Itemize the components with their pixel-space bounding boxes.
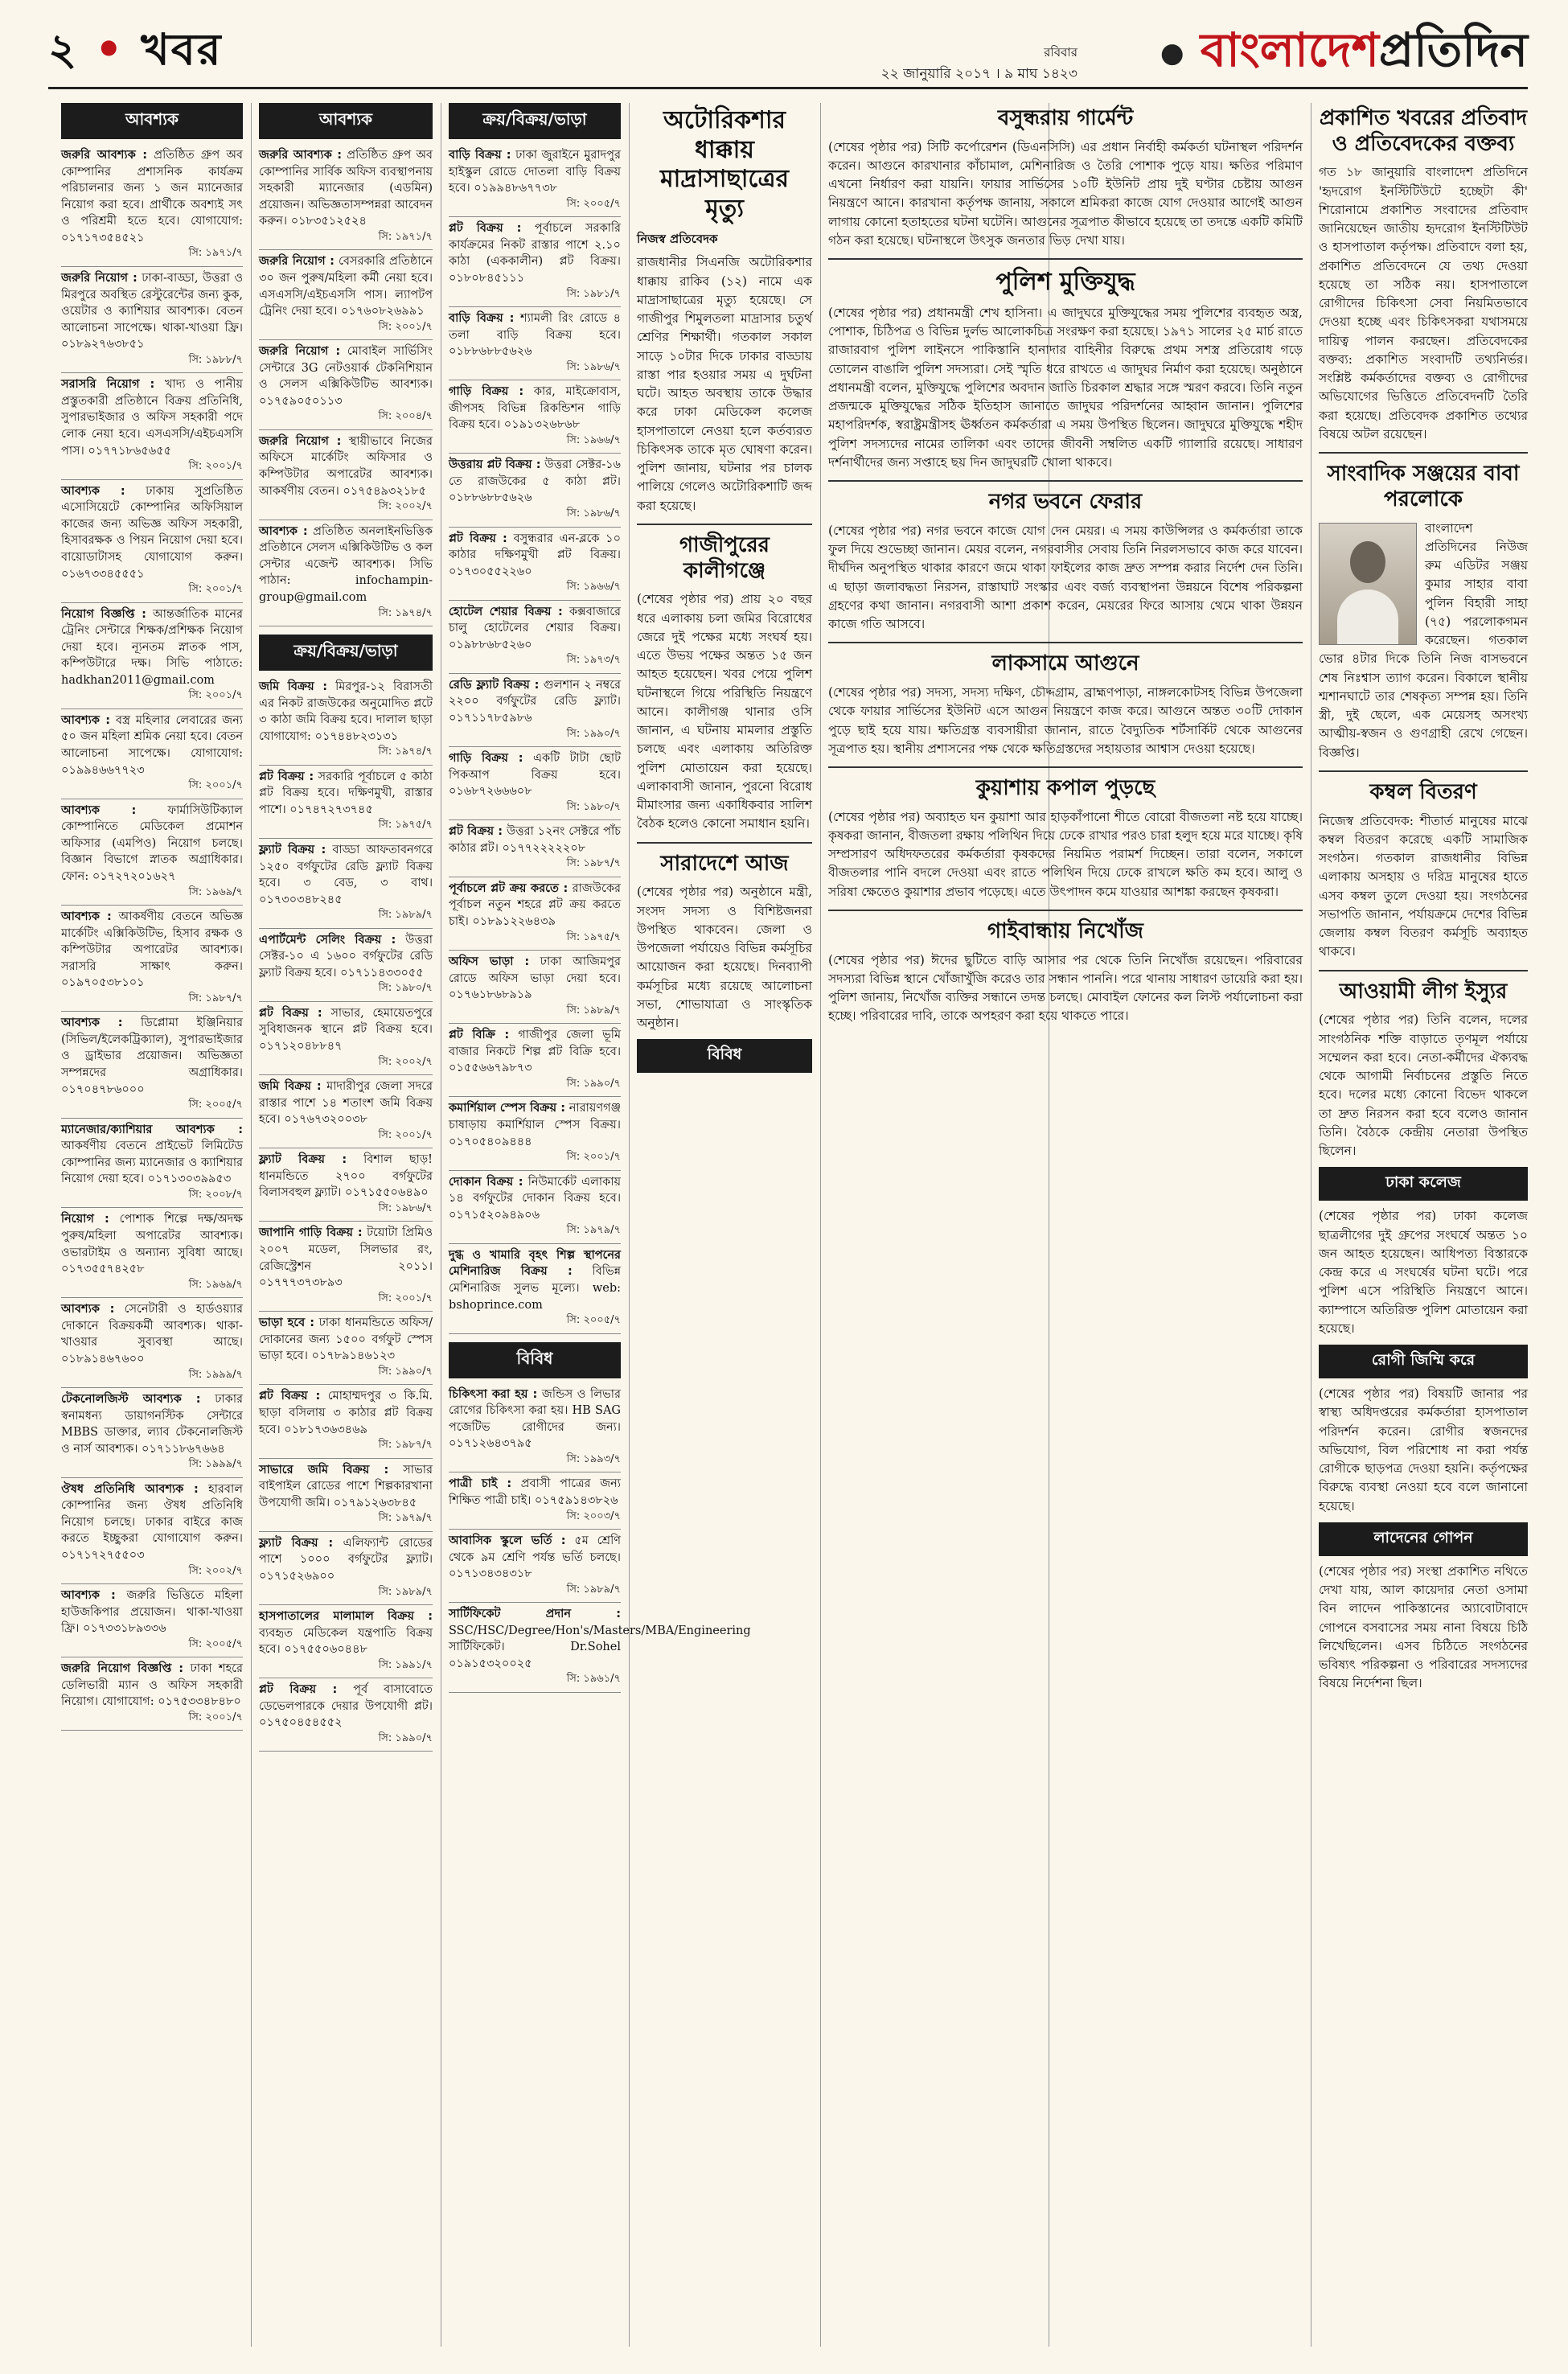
ad-text: গুলশান ২ নম্বরে ২২০০ বর্গফুটের রেডি ফ্ল্যাট। ০১৭১১৭৮৫৯৮৬	[449, 678, 621, 725]
ad-code: সি: ১৯৮৬/৭	[566, 360, 621, 373]
ad-code: সি: ১৯৮৭/৭	[378, 1439, 433, 1452]
ad-text: ঢাকা-বাড্ডা, উত্তরা ও মিরপুরে অবস্থিত রেস্টুরেন্টের জন্য কুক, ওয়েটার ও ক্যাশিয়ার আবশ্যক। বেতন আলোচনা সাপেক্ষে। থাকা-খাওয়া ফ্রি। ০১৮৯২৭৬৩৮৫১	[61, 271, 243, 351]
ad-text: উত্তরা সেক্টর-১০ এ ১৬০০ বর্গফুটের রেডি ফ্ল্যাট বিক্রয় হবে। ০১৭১১৪৩৩০৫৫	[259, 933, 433, 980]
ad-lead: প্লট বিক্রয় :	[259, 1390, 321, 1403]
classified-ad	[259, 1148, 433, 1222]
section-header: ক্রয়/বিক্রয়/ভাড়া	[259, 635, 433, 671]
ad-code: সি: ২০০১/৭	[378, 1128, 433, 1141]
ad-text: ঢাকার স্বনামধন্য ডায়াগনস্টিক সেন্টারে MBBS ডাক্তার, ল্যাব টেকনোলজিস্ট ও নার্স আবশ্যক। ০১৭১১৮৬৭৬৬৪	[61, 1392, 243, 1456]
article-headline: নগর ভবনে ফেরার	[988, 490, 1143, 515]
ad-code: সি: ১৯৭১/৭	[188, 247, 243, 260]
article-headline: আওয়ামী লীগ ইস্যুর	[1339, 979, 1508, 1004]
ad-text: ফার্মাসিউটিক্যাল কোম্পানিতে মেডিকেল প্রমোশন অফিসার (এমপিও) নিয়োগ চলছে। বিজ্ঞান বিভাগে স্নাতক অগ্রাধিকার। ফোন: ০১৭২৭২০১৬২৭	[61, 803, 243, 883]
classified-ad	[449, 951, 621, 1024]
classified-ad	[61, 1208, 243, 1298]
ad-code: সি: ১৯৯০/৭	[566, 1077, 621, 1090]
ad-text: গাজীপুর জেলা ভূমি বাজার নিকটে শিল্প প্লট বিক্রি হবে। ০১৫৫৬৬৭৯৮৭৩	[449, 1029, 622, 1075]
section-header: বিবিধ	[637, 1039, 812, 1073]
ad-lead: প্লট বিক্রয় :	[449, 825, 503, 839]
ad-code: সি: ১৯৬৯/৭	[188, 885, 243, 898]
classified-ad	[259, 430, 433, 520]
ad-code: সি: ১৯৮০/৭	[566, 800, 621, 813]
classified-ad	[449, 601, 621, 674]
ad-text: পূর্ব বাসাবোতে ডেভেলপারকে দেয়ার উপযোগী প্লট। ০১৭৫০৪৫৪৫৫২	[259, 1683, 433, 1730]
ad-lead: জমি বিক্রয় :	[259, 680, 327, 693]
classified-column-2	[259, 103, 433, 2355]
classified-ad	[449, 1171, 621, 1244]
classified-ad	[61, 1298, 243, 1388]
ad-lead: আবশ্যক :	[61, 1589, 116, 1603]
classified-ad	[449, 747, 621, 820]
article-headline: রোগী জিম্মি করে	[1319, 1345, 1528, 1378]
classified-ad	[449, 1472, 621, 1530]
ad-lead: আবশ্যক :	[61, 910, 112, 923]
ad-code: সি: ১৯৮৬/৭	[566, 507, 621, 520]
ad-lead: পূর্বাচলে প্লট ক্রয় করতে :	[449, 881, 569, 895]
classified-ad	[449, 454, 621, 527]
ad-lead: গাড়ি বিক্রয় :	[449, 752, 523, 766]
section-header: আবশ্যক	[259, 103, 433, 139]
article-headline: লাকসামে আগুনে	[991, 651, 1139, 676]
classified-ad	[259, 1605, 433, 1678]
article-body: নিজেস্ব প্রতিবেদক: শীতার্ত মানুষের মাঝে কম্বল বিতরণ করেছে একটি সামাজিক সংগঠন। গতকাল রাজধানীর বিভিন্ন এলাকায় অসহায় ও দরিদ্র মানুষের হাতে এসব কম্বল তুলে দেওয়া হয়। সংগঠনের সভাপতি জানান, পর্যায়ক্রমে দেশের বিভিন্ন জেলায় কম্বল বিতরণ কর্মসূচি অব্যাহত থাকবে।	[1319, 813, 1528, 959]
ad-lead: বাড়ি বিক্রয় :	[449, 149, 511, 162]
classified-ad	[61, 1388, 243, 1478]
classified-ad	[61, 906, 243, 1012]
ad-text: ঢাকা শহরে ডেলিভারী ম্যান ও অফিস সহকারী নিয়োগ। যোগাযোগ: ০১৭৫৩৩৪৮৪৮০	[61, 1662, 243, 1709]
ad-text: আকর্ষণীয় বেতনে অভিজ্ঞ মার্কেটিং এক্সিকিউটিভ, হিসাব রক্ষক ও কম্পিউটার অপারেটর আবশ্যক। সরাসরি সাক্ষাৎ করুন। ০১৯৭০৫৩৮১০১	[61, 910, 243, 990]
ad-lead: ফ্ল্যাট বিক্রয় :	[259, 1153, 347, 1167]
classified-ad	[61, 373, 243, 479]
ad-code: সি: ১৯৮৮/৭	[188, 353, 243, 366]
ad-code: সি: ২০০৫/৭	[188, 1099, 243, 1111]
ad-code: সি: ১৯৯০/৭	[378, 1731, 433, 1744]
classified-ad	[61, 603, 243, 709]
ad-code: সি: ২০০৪/৭	[378, 410, 433, 423]
ad-text: আন্তর্জাতিক মানের ট্রেনিং সেন্টারে শিক্ষক/প্রশিক্ষক নিয়োগ দেয়া হবে। ন্যূনতম স্নাতক পাস, কম্পিউটারে দক্ষ। সিভি পাঠাতে: hadkhan2011@gmail.com	[61, 607, 243, 687]
ad-lead: প্লট বিক্রি :	[449, 1029, 510, 1042]
classified-ad	[259, 1678, 433, 1752]
classified-ad	[259, 340, 433, 430]
ad-code: সি: ১৯৭৫/৭	[378, 819, 433, 832]
ad-text: প্রতিষ্ঠিত গ্রুপ অব কোম্পানির সার্বিক অফিস ব্যবস্থাপনায় সহকারী ম্যানেজার (এডমিন) প্রয়োজন। অভিজ্ঞতাসম্পন্নরা আবেদন করুন। ০১৮৩৫১২৫২৪	[259, 149, 433, 228]
article-body: (শেষের পৃষ্ঠার পর) নগর ভবনে কাজে যোগ দেন মেয়র। এ সময় কাউন্সিলর ও কর্মকর্তারা তাকে ফুল দিয়ে শুভেচ্ছা জানান। মেয়র বলেন, নগরবাসীর সেবায় তিনি নিরলসভাবে কাজ করে যাবেন। দীর্ঘদিন অনুপস্থিত থাকার কারণে জমে থাকা ফাইলের কাজ দ্রুত সম্পন্ন করার নির্দেশ দেন তিনি। এ ছাড়া জলাবদ্ধতা নিরসন, রাস্তাঘাট সংস্কার এবং বর্জ্য ব্যবস্থাপনা উন্নয়নে বিশেষ পরিকল্পনা গ্রহণের কথা জানান। নগরবাসী আশা প্রকাশ করেন, মেয়রের ফিরে আসায় থেমে থাকা উন্নয়ন কাজে গতি আসবে।	[828, 523, 1303, 632]
ad-lead: আবশ্যক :	[259, 524, 308, 538]
ad-code: সি: ২০০১/৭	[566, 1151, 621, 1164]
ad-code: সি: ১৯৮১/৭	[566, 287, 621, 300]
article-headline: প্রকাশিত খবরের প্রতিবাদ ও প্রতিবেদকের বক্তব্য	[1319, 106, 1528, 156]
article-headline: বসুন্ধরায় গার্মেন্ট	[997, 106, 1134, 130]
ad-code: সি: ২০০১/৭	[378, 320, 433, 333]
ad-text: বস্ত্র মহিলার লেবারের জন্য ৫০ জন মহিলা শ্রমিক নেয়া হবে। বেতন আলোচনা সাপেক্ষে। যোগাযোগ: ০১৯৯৪৬৬৭৭২৩	[61, 713, 244, 777]
ad-lead: ম্যানেজার/ক্যাশিয়ার আবশ্যক :	[61, 1123, 243, 1136]
ad-lead: আবাসিক স্কুলে ভর্তি :	[449, 1534, 566, 1547]
ad-text: একটি টাটা ছোট পিকআপ বিক্রয় হবে। ০১৬৮৭২৬৬৬০৮	[449, 752, 621, 799]
classified-ad	[61, 144, 243, 267]
ad-code: সি: ১৯৭৪/৭	[378, 745, 433, 758]
classified-ad	[61, 1657, 243, 1731]
article-headline: কম্বল বিতরণ	[1369, 779, 1477, 804]
article-headline: সারাদেশে আজ	[660, 851, 789, 876]
article-headline: গাইবান্ধায় নিখোঁজ	[987, 918, 1143, 943]
article-body: রাজধানীর সিএনজি অটোরিকশার ধাক্কায় রাকিব (১২) নামে এক মাদ্রাসাছাত্রের মৃত্যু হয়েছে। সে গাজীপুর শিমুলতলা মাদ্রাসার চতুর্থ শ্রেণির শিক্ষার্থী। গতকাল সকাল সাড়ে ১০টার দিকে ঢাকার বাড্ডায় রাস্তা পার হওয়ার সময় এ দুর্ঘটনা ঘটে। আহত অবস্থায় তাকে উদ্ধার করে ঢাকা মেডিকেল কলেজ হাসপাতালে নেওয়া হলে কর্তব্যরত চিকিৎসক তাকে মৃত ঘোষণা করেন। পুলিশ জানায়, ঘটনার পর চালক পালিয়ে গেলেও অটোরিকশাটি জব্দ করা হয়েছে।	[637, 255, 812, 513]
classified-ad	[449, 1530, 621, 1603]
ad-text: প্রবাসী পাত্রের জন্য শিক্ষিত পাত্রী চাই। ০১৭৫৯১৪৩৮২৬	[449, 1477, 621, 1507]
classified-ad	[61, 1119, 243, 1209]
ad-code: সি: ২০০২/৭	[378, 500, 433, 513]
classified-ad	[61, 480, 243, 603]
classified-ad	[449, 1383, 621, 1473]
ad-code: সি: ১৯৮০/৭	[378, 982, 433, 995]
portrait-photo	[1319, 523, 1417, 645]
ad-code: সি: ১৯৮৭/৭	[566, 857, 621, 870]
ad-code: সি: ২০০১/৭	[188, 583, 243, 596]
ad-lead: ফ্ল্যাট বিক্রয় :	[259, 1536, 334, 1550]
ad-text: পোশাক শিল্পে দক্ষ/অদক্ষ পুরুষ/মহিলা অপারেটর আবশ্যক। ওভারটাইম ও অন্যান্য সুবিধা আছে। ০১৭৩৫৫৭৪২৫৮	[61, 1213, 243, 1276]
ad-lead: জরুরি আবশ্যক :	[61, 149, 148, 162]
article-body: (শেষের পৃষ্ঠার পর) সদস্য, সদস্য দক্ষিণ, চৌদ্দগ্রাম, ব্রাহ্মণপাড়া, নাঙ্গলকোটসহ বিভিন্ন উপজেলা থেকে ফায়ার সার্ভিসের ইউনিট এসে আগুন নিয়ন্ত্রণে কাজ করে। আগুনে অন্তত ৩০টি দোকান পুড়ে ছাই হয়ে যায়। ক্ষতিগ্রস্ত ব্যবসায়ীরা জানান, রাতে বৈদ্যুতিক শর্টসার্কিট থেকে আগুনের সূত্রপাত হয়। স্থানীয় প্রশাসনের পক্ষ থেকে ক্ষতিগ্রস্তদের সহায়তার আশ্বাস দেওয়া হয়েছে।	[828, 685, 1303, 756]
ad-lead: সার্টিফিকেট প্রদান :	[449, 1608, 621, 1621]
article-headline: সাংবাদিক সঞ্জয়ের বাবা পরলোকে	[1327, 462, 1520, 511]
ad-text: সাভার, হেমায়েতপুরে সুবিধাজনক স্থানে প্লট বিক্রয় হবে। ০১৭১২০৪৮৮৪৭	[259, 1006, 433, 1054]
ad-code: সি: ১৯৯৯/৭	[188, 1458, 243, 1471]
article-body: (শেষের পৃষ্ঠার পর) বিষয়টি জানার পর স্বাস্থ্য অধিদপ্তরের কর্মকর্তারা হাসপাতাল পরিদর্শন করেন। রোগীর স্বজনদের অভিযোগ, বিল পরিশোধ না করা পর্যন্ত রোগীকে ছাড়পত্র দেওয়া হয়নি। কর্তৃপক্ষের বিরুদ্ধে ব্যবস্থা নেওয়া হবে বলে জানানো হয়েছে।	[1319, 1386, 1528, 1514]
ad-code: সি: ২০০১/৭	[188, 689, 243, 702]
classified-ad	[449, 1603, 751, 1693]
ad-lead: এপার্টমেন্ট সেলিং বিক্রয় :	[259, 933, 396, 947]
ad-code: সি: ২০০৩/৭	[566, 1509, 621, 1522]
section-header: আবশ্যক	[61, 103, 243, 139]
classified-ad	[449, 528, 621, 601]
ad-code: সি: ১৯৯০/৭	[378, 1365, 433, 1378]
ad-text: নারায়ণগঞ্জ চাষাড়ায় কমার্শিয়াল স্পেস বিক্রয়। ০১৭০৫৪০৯৪৪৪	[449, 1102, 621, 1148]
ad-text: পূর্বাচলে সরকারি কার্যক্রমের নিকট রাস্তার পাশে ২.১০ কাঠা (এককালীন) প্লট বিক্রয়। ০১৮০৮৪৫১১১	[449, 222, 621, 285]
classified-ad	[449, 1244, 621, 1334]
article-body: (শেষের পৃষ্ঠার পর) ঢাকা কলেজ ছাত্রলীগের দুই গ্রুপের সংঘর্ষে অন্তত ১০ জন আহত হয়েছেন। আধিপত্য বিস্তারকে কেন্দ্র করে এ সংঘর্ষের ঘটনা ঘটে। পরে পুলিশ এসে পরিস্থিতি নিয়ন্ত্রণে আনে। ক্যাম্পাসে অতিরিক্ত পুলিশ মোতায়েন করা হয়েছে।	[1319, 1209, 1528, 1336]
ad-code: সি: ১৯৭৯/৭	[566, 1224, 621, 1237]
ad-text: সাভার বাইপাইল রোডের পাশে শিল্পকারখানা উপযোগী জমি। ০১৭৯১২৬৩৮৪৫	[259, 1463, 433, 1509]
ad-code: সি: ২০০৫/৭	[566, 1314, 621, 1327]
section-header: বিবিধ	[449, 1342, 621, 1378]
ad-code: সি: ১৯৯০/৭	[566, 727, 621, 740]
ad-lead: জরুরি নিয়োগ :	[259, 255, 335, 269]
classified-ad	[259, 1459, 433, 1532]
ad-lead: জমি বিক্রয় :	[259, 1080, 322, 1094]
classified-ad	[259, 1002, 433, 1075]
section-header: ক্রয়/বিক্রয়/ভাড়া	[449, 103, 621, 139]
classified-ad	[259, 1222, 433, 1312]
ad-text: ডিপ্লোমা ইঞ্জিনিয়ার (সিভিল/ইলেকট্রিক্যাল), সুপারভাইজার ও ড্রাইভার প্রয়োজন। অভিজ্ঞতা সম্পন্নদের অগ্রাধিকার। ০১৭০৪৭৮৬০০০	[61, 1017, 243, 1096]
ad-lead: চিকিৎসা করা হয় :	[449, 1387, 538, 1401]
ad-lead: জরুরি নিয়োগ বিজ্ঞপ্তি :	[61, 1662, 184, 1676]
article-headline: লাদেনের গোপন	[1319, 1522, 1528, 1556]
article-body: (শেষের পৃষ্ঠার পর) সংস্থা প্রকাশিত নথিতে দেখা যায়, আল কায়েদার নেতা ওসামা বিন লাদেন পাকিস্তানের অ্যাবোটাবাদে গোপনে বসবাসের সময় নানা বিষয়ে চিঠি লিখেছিলেন। এসব চিঠিতে সংগঠনের ভবিষ্যৎ পরিকল্পনা ও পরিবারের সদস্যদের বিষয়ে নির্দেশনা ছিল।	[1319, 1563, 1528, 1691]
ad-code: সি: ১৯৭৫/৭	[566, 930, 621, 943]
classified-ad	[259, 766, 433, 839]
ad-code: সি: ১৯৮৭/৭	[188, 992, 243, 1004]
classified-ad	[449, 217, 621, 307]
ad-lead: জরুরি নিয়োগ :	[259, 345, 341, 359]
ad-code: সি: ১৯৬৬/৭	[566, 433, 621, 446]
classified-ad	[259, 1312, 433, 1385]
ad-text: সেনেটারী ও হার্ডওয়্যার দোকানে বিক্রয়কর্মী আবশ্যক। থাকা-খাওয়ার সুব্যবস্থা আছে। ০১৮৯১৪৬৭৬০০	[61, 1303, 243, 1366]
ad-lead: গাড়ি বিক্রয় :	[449, 385, 524, 399]
ad-text: ব্যবহৃত মেডিকেল যন্ত্রপাতি বিক্রয় হবে। ০১৭৫৫০৬০৪৪৮	[259, 1626, 433, 1657]
ad-lead: আবশ্যক :	[61, 484, 125, 498]
classified-ad	[259, 1532, 433, 1605]
classified-ad	[259, 1075, 433, 1148]
ad-lead: আবশ্যক :	[61, 1303, 115, 1316]
ad-lead: সাভারে জমি বিক্রয় :	[259, 1463, 389, 1477]
ad-code: সি: ১৯৮৯/৭	[378, 1585, 433, 1598]
article-headline: কুয়াশায় কপাল পুড়ছে	[975, 776, 1155, 800]
ad-text: ঢাকা জুরাইনে মুরাদপুর হাইস্কুল রোডে দোতলা বাড়ি বিক্রয় হবে। ০১৯৯৪৮৬৭৭৩৮	[449, 149, 621, 195]
ad-code: সি: ১৯৬৬/৭	[566, 581, 621, 594]
ad-text: মোহাম্মদপুর ৩ কি.মি. ছাড়া বসিলায় ৩ কাঠার প্লট বিক্রয় হবে। ০১৮১৭৩৬৩৪৬৯	[259, 1390, 433, 1436]
article-headline: পুলিশ মুক্তিযুদ্ধ	[995, 268, 1135, 297]
masthead	[48, 14, 1528, 89]
ad-lead: রেডি ফ্ল্যাট বিক্রয় :	[449, 678, 540, 692]
ad-code: সি: ১৯৯৩/৭	[566, 1452, 621, 1465]
ad-text: বিশাল ছাড়! ধানমন্ডিতে ২৭০০ বর্গফুটের বিলাসবহুল ফ্ল্যাট। ০১৭১৫৫০৬৪৯০	[259, 1153, 433, 1200]
ad-code: সি: ২০০৮/৭	[188, 1188, 243, 1201]
ad-code: সি: ১৯৮৬/৭	[378, 1202, 433, 1214]
ad-text: উত্তরা ১২নং সেক্টরে পাঁচ কাঠার প্লট। ০১৭৭২২২২২০৮	[449, 825, 621, 855]
ad-code: সি: ২০০৫/৭	[188, 1637, 243, 1650]
ad-text: বেসরকারি প্রতিষ্ঠানে ৩০ জন পুরুষ/মহিলা কর্মী নেয়া হবে। এসএসসি/এইচএসসি পাস। ল্যাপটপ ট্রেনিং দেয়া হবে। ০১৭৬০৮২৬৯৯১	[259, 255, 433, 318]
ad-code: সি: ১৯৭১/৭	[378, 230, 433, 243]
ad-text: রাজউকের পূর্বাচল নতুন শহরে প্লট ক্রয় করতে চাই। ০১৮৯১২২৬৪৩৯	[449, 881, 621, 929]
ad-code: সি: ২০০২/৭	[188, 1564, 243, 1577]
classified-ad	[61, 1012, 243, 1118]
ad-lead: আবশ্যক :	[61, 713, 111, 727]
classified-ad	[259, 839, 433, 929]
article-body: (শেষের পৃষ্ঠার পর) তিনি বলেন, দলের সাংগঠনিক শক্তি বাড়াতে তৃণমূল পর্যায়ে সম্মেলন করা হবে। নেতা-কর্মীদের ঐক্যবদ্ধ থেকে আগামী নির্বাচনের প্রস্তুতি নিতে হবে। দলের মধ্যে কোনো বিভেদ থাকলে তা দ্রুত নিরসন করা হবে বলেও জানান তিনি। বৈঠকে কেন্দ্রীয় নেতারা উপস্থিত ছিলেন।	[1319, 1012, 1528, 1159]
page-number: ২ • খবর	[48, 23, 223, 75]
ad-text: কক্সবাজারে চালু হোটেলের শেয়ার বিক্রয়। ০১৯৮৮৬৮৫২৬০	[449, 605, 621, 651]
ad-text: ঢাকা আজিমপুর রোডে অফিস ভাড়া দেয়া হবে। ০১৭৬১৮৬৮৯১৯	[449, 955, 621, 1002]
ad-lead: দোকান বিক্রয় :	[449, 1175, 523, 1189]
ad-lead: ফ্ল্যাট বিক্রয় :	[259, 843, 326, 856]
ad-lead: জাপানি গাড়ি বিক্রয় :	[259, 1226, 363, 1240]
ad-code: সি: ১৯৭৪/৭	[378, 606, 433, 619]
ad-text: ঢাকায় সুপ্রতিষ্ঠিত এসোসিয়েটে কোম্পানির অফিসিয়াল কাজের জন্য অভিজ্ঞ অফিস সহকারী, হিসাবরক্ষক ও পিয়ন নিয়োগ দেয়া হবে। বায়োডাটাসহ যোগাযোগ করুন। ০১৬৭৩৩৪৫৫৫১	[61, 484, 243, 581]
classified-column-1	[61, 103, 243, 2355]
classified-ad	[61, 709, 243, 799]
ad-text: জন্ডিস ও লিভার রোগের চিকিৎসা করা হয়। HB SAG পজেটিভ রোগীদের জন্য। ০১৭১২৬৪৩৭৯৫	[449, 1387, 621, 1451]
classified-ad	[449, 307, 621, 380]
issue-date: রবিবার ২২ জানুয়ারি ২০১৭ । ৯ মাঘ ১৪২৩	[880, 45, 1077, 82]
ad-lead: অফিস ভাড়া :	[449, 955, 530, 969]
classified-ad	[259, 676, 433, 766]
ad-text: বাড্ডা আফতাবনগরে ১২৫০ বর্গফুটের রেডি ফ্ল্যাট বিক্রয় হবে। ৩ বেড, ৩ বাথ। ০১৭৩০৩৪৮২৪৫	[259, 843, 433, 906]
ad-code: সি: ২০০৫/৭	[566, 197, 621, 210]
ad-code: সি: ২০০১/৭	[188, 1711, 243, 1723]
ad-lead: সরাসরি নিয়োগ :	[61, 378, 155, 392]
ad-text: উত্তরা সেক্টর-১৬ তে রাজউকের ৫ কাঠা প্লট। ০১৮৮৬৮৮৫৬২৬	[449, 458, 621, 505]
classified-ad	[259, 520, 433, 626]
ad-code: সি: ১৯৭৯/৭	[378, 1512, 433, 1525]
classified-ad	[259, 144, 433, 250]
ad-code: সি: ২০০১/৭	[188, 779, 243, 792]
classified-ad	[449, 877, 621, 951]
ad-lead: প্লট বিক্রয় :	[259, 1683, 338, 1697]
ad-text: শ্যামলী রিং রোডে ৪ তলা বাড়ি বিক্রয় হবে। ০১৮৮৬৮৮৫৬২৬	[449, 311, 621, 359]
ad-text: প্রতিষ্ঠিত অনলাইনভিত্তিক প্রতিষ্ঠানে সেলস এক্সিকিউটিভ ও কল সেন্টার এজেন্ট আবশ্যক। সিভি পাঠান: infochampin-group@gmail.com	[259, 524, 433, 604]
article-body: গত ১৮ জানুয়ারি বাংলাদেশ প্রতিদিনে 'হৃদরোগ ইনস্টিটিউটে হচ্ছেটা কী' শিরোনামে প্রকাশিত সংবাদের প্রতিবাদ জানিয়েছেন জাতীয় হৃদরোগ ইনস্টিটিউট ও হাসপাতাল কর্তৃপক্ষ। প্রতিবাদে বলা হয়, প্রকাশিত প্রতিবেদনে যে তথ্য দেওয়া হয়েছে তা সঠিক নয়। হাসপাতালে রোগীদের চিকিৎসা সেবা নিয়মিতভাবে দেওয়া হচ্ছে এবং চিকিৎসকরা যথাসময়ে দায়িত্ব পালন করছেন। প্রতিবেদকের বক্তব্য: প্রকাশিত সংবাদটি তথ্যনির্ভর। সংশ্লিষ্ট কর্মকর্তাদের বক্তব্য ও রোগীদের অভিযোগের ভিত্তিতে প্রতিবেদনটি তৈরি করা হয়েছে। প্রতিবেদক প্রকাশিত তথ্যের বিষয়ে অটল রয়েছেন।	[1319, 165, 1528, 442]
article-body: বাংলাদেশ প্রতিদিনের নিউজ রুম এডিটর সঞ্জয় কুমার সাহার বাবা পুলিন বিহারী সাহা (৭৫) পরলোকগমন করেছেন। গতকাল ভোর ৪টার দিকে তিনি নিজ বাসভবনে শেষ নিঃশ্বাস ত্যাগ করেন। বিকালে স্থানীয় শ্মশানঘাটে তার শেষকৃত্য সম্পন্ন হয়। তিনি স্ত্রী, দুই ছেলে, এক মেয়েসহ অসংখ্য আত্মীয়-স্বজন ও গুণগ্রাহী রেখে গেছেন। বিজ্ঞপ্তি।	[1319, 520, 1528, 760]
article-byline: নিজস্ব প্রতিবেদক	[637, 232, 718, 247]
ad-text: বিভিন্ন মেশিনারিজ সুলভ মূল্যে। web: bshoprince.com	[449, 1265, 622, 1312]
ad-text: প্রতিষ্ঠিত গ্রুপ অব কোম্পানির প্রশাসনিক কার্যক্রম পরিচালনার জন্য ১ জন ম্যানেজার নিয়োগ করা হবে। প্রার্থীকে অবশ্যই সৎ ও পরিশ্রমী হতে হবে। যোগাযোগ: ০১৭১৭৩৫৪৫২১	[61, 149, 244, 244]
ad-text: এলিফ্যান্ট রোডের পাশে ১০০০ বর্গফুটের ফ্ল্যাট। ০১৭১৫২৬৯০০	[259, 1536, 433, 1583]
ad-lead: পাত্রী চাই :	[449, 1477, 512, 1491]
ad-lead: উত্তরায় প্লট বিক্রয় :	[449, 458, 541, 472]
ad-lead: দুগ্ধ ও খামারি বৃহৎ শিল্প স্থাপনের মেশিনারিজ বিক্রয় :	[449, 1248, 621, 1279]
ad-code: সি: ২০০২/৭	[378, 1055, 433, 1068]
ad-lead: টেকনোলজিস্ট আবশ্যক :	[61, 1392, 201, 1406]
classified-ad	[61, 1584, 243, 1657]
ad-text: সরকারি পূর্বাচলে ৫ কাঠা প্লট বিক্রয় হবে। দক্ষিণমুখী, রাস্তার পাশে। ০১৭৪৭২৭৩৭৪৫	[259, 770, 433, 816]
article-body: (শেষের পৃষ্ঠার পর) প্রায় ২০ বছর ধরে এলাকায় চলা জমির বিরোধের জেরে দুই পক্ষের মধ্যে সংঘর্ষ হয়। এতে উভয় পক্ষের অন্তত ১৫ জন আহত হয়েছেন। খবর পেয়ে পুলিশ ঘটনাস্থলে গিয়ে পরিস্থিতি নিয়ন্ত্রণে আনে। কালীগঞ্জ থানার ওসি জানান, এ ঘটনায় মামলার প্রস্তুতি চলছে এবং এলাকায় অতিরিক্ত পুলিশ মোতায়েন করা হয়েছে। এলাকাবাসী জানান, পুরনো বিরোধ মীমাংসার জন্য একাধিকবার সালিশ বৈঠক হলেও কোনো সমাধান হয়নি।	[637, 592, 812, 832]
ad-lead: প্লট বিক্রয় :	[449, 532, 507, 545]
ad-code: সি: ১৯৮৯/৭	[566, 1004, 621, 1017]
ad-code: সি: ১৯৬১/৭	[566, 1673, 621, 1686]
article-body: (শেষের পৃষ্ঠার পর) অনুষ্ঠানে মন্ত্রী, সংসদ সদস্য ও বিশিষ্টজনরা উপস্থিত থাকবেন। জেলা ও উপজেলা পর্যায়েও বিভিন্ন কর্মসূচির আয়োজন করা হয়েছে। দিনব্যাপী কর্মসূচির মধ্যে রয়েছে আলোচনা সভা, শোভাযাত্রা ও সাংস্কৃতিক অনুষ্ঠান।	[637, 885, 812, 1031]
classified-ad	[61, 267, 243, 373]
news-column-b	[828, 103, 1303, 2355]
ad-lead: হোটেল শেয়ার বিক্রয় :	[449, 605, 563, 618]
classified-ad	[61, 799, 243, 906]
ad-text: আকর্ষণীয় বেতনে প্রাইভেট লিমিটেড কোম্পানির জন্য ম্যানেজার ও ক্যাশিয়ার নিয়োগ দেয়া হবে। ০১৭১৩০৩৯৯৫৩	[61, 1140, 243, 1186]
ad-lead: প্লট বিক্রয় :	[259, 770, 314, 783]
ad-text: বসুন্ধরার এন-ব্লকে ১০ কাঠার দক্ষিণমুখী প্লট বিক্রয়। ০১৭৩০৫৫২২৬০	[449, 532, 621, 578]
ad-lead: ভাড়া হবে :	[259, 1316, 315, 1330]
ad-lead: প্লট বিক্রয় :	[259, 1006, 322, 1020]
ad-lead: নিয়োগ বিজ্ঞপ্তি :	[61, 607, 146, 621]
brand-logo: ● বাংলাদেশপ্রতিদিন	[1160, 23, 1528, 77]
ad-code: সি: ১৯৭৩/৭	[566, 654, 621, 667]
classified-ad	[61, 1478, 243, 1584]
ad-code: সি: ১৯৬৯/৭	[188, 1278, 243, 1291]
ad-text: স্থায়ীভাবে নিজের অফিসে মার্কেটিং অফিসার ও কম্পিউটার অপারেটর আবশ্যক। আকর্ষণীয় বেতন। ০১৭৫৪৯৩২১৮৫	[259, 434, 433, 498]
news-column-right	[1319, 103, 1528, 2355]
classified-ad	[449, 144, 621, 217]
classified-ad	[259, 1385, 433, 1458]
ad-lead: নিয়োগ :	[61, 1213, 109, 1226]
ad-text: হারবাল কোম্পানির জন্য ঔষধ প্রতিনিধি নিয়োগ চলছে। ঢাকার বাইরে কাজ করতে ইচ্ছুকরা যোগাযোগ করুন। ০১৭১৭২৭৫৫০৩	[61, 1482, 243, 1563]
ad-lead: আবশ্যক :	[61, 1017, 123, 1030]
ad-text: টয়োটা প্রিমিও ২০০৭ মডেল, সিলভার রং, রেজিস্ট্রেশন ২০১১। ০১৭৭৭৩৭৩৮৯৩	[259, 1226, 433, 1290]
ad-text: ৫ম শ্রেণি থেকে ৯ম শ্রেণি পর্যন্ত ভর্তি চলছে। ০১৭১৩৪৩৪৩১৮	[449, 1534, 621, 1581]
classified-ad	[449, 380, 621, 454]
classified-ad	[449, 820, 621, 877]
ad-lead: কমার্শিয়াল স্পেস বিক্রয় :	[449, 1102, 565, 1115]
ad-code: সি: ১৯৯১/৭	[378, 1658, 433, 1671]
ad-lead: জরুরি আবশ্যক :	[259, 149, 343, 162]
article-headline: ঢাকা কলেজ	[1319, 1167, 1528, 1201]
article-headline: অটোরিকশার ধাক্কায় মাদ্রাসাছাত্রের মৃত্যু	[660, 106, 789, 223]
ad-code: সি: ১৯৮৯/৭	[566, 1583, 621, 1596]
article-body: (শেষের পৃষ্ঠার পর) ঈদের ছুটিতে বাড়ি আসার পর থেকে তিনি নিখোঁজ রয়েছেন। পরিবারের সদস্যরা বিভিন্ন স্থানে খোঁজাখুঁজি করেও তার সন্ধান পাননি। পরে থানায় সাধারণ ডায়েরি করা হয়। পুলিশ জানায়, নিখোঁজ ব্যক্তির সন্ধানে তদন্ত চলছে। মোবাইল ফোনের কল লিস্ট পর্যালোচনা করা হচ্ছে। পরিবারের দাবি, তাকে অপহরণ করা হয়ে থাকতে পারে।	[828, 952, 1303, 1024]
classified-ad	[259, 929, 433, 1002]
ad-code: সি: ১৯৮৯/৭	[378, 909, 433, 922]
article-body: (শেষের পৃষ্ঠার পর) অব্যাহত ঘন কুয়াশা আর হাড়কাঁপানো শীতে বোরো বীজতলা নষ্ট হয়ে যাচ্ছে। কৃষকরা জানান, বীজতলা রক্ষায় পলিথিন দিয়ে ঢেকে রাখার পরও চারা হলুদ হয়ে মরে যাচ্ছে। কৃষি সম্প্রসারণ অধিদফতরের কর্মকর্তারা কৃষকদের নিয়মিত পরামর্শ দিচ্ছেন। তারা বলেন, সকালে বীজতলার পানি বদলে দেওয়া এবং রাতে পলিথিন দিয়ে ঢেকে রাখলে ক্ষতি কম হবে। আলু ও সরিষা ক্ষেতেও কুয়াশার প্রভাব পড়েছে। এতে উৎপাদন কমে যাওয়ার আশঙ্কা করছেন কৃষকরা।	[828, 809, 1303, 899]
classified-ad	[259, 250, 433, 340]
ad-lead: বাড়ি বিক্রয় :	[449, 311, 515, 325]
ad-text: কার, মাইক্রোবাস, জীপসহ বিভিন্ন রিকন্ডিশন গাড়ি বিক্রয় হবে। ০১৯১৩২৬৮৬৮	[449, 385, 621, 432]
ad-code: সি: ১৯৯৯/৭	[188, 1368, 243, 1381]
article-body: (শেষের পৃষ্ঠার পর) প্রধানমন্ত্রী শেখ হাসিনা। এ জাদুঘরে মুক্তিযুদ্ধের সময় পুলিশের ব্যবহৃত অস্ত্র, পোশাক, চিঠিপত্র ও বিভিন্ন দুর্লভ আলোকচিত্র সংরক্ষণ করা হয়েছে। ১৯৭১ সালের ২৫ মার্চ রাতে রাজারবাগ পুলিশ লাইনসে পাকিস্তানি হানাদার বাহিনীর বিরুদ্ধে প্রথম সশস্ত্র প্রতিরোধ গড়ে তোলেন বাঙালি পুলিশ সদস্যরা। সেই স্মৃতি ধরে রাখতে এ জাদুঘর নির্মাণ করা হয়েছে। অনুষ্ঠানে প্রধানমন্ত্রী বলেন, মুক্তিযুদ্ধে পুলিশের অবদান জাতি চিরকাল শ্রদ্ধার সঙ্গে স্মরণ করবে। তিনি নতুন প্রজন্মকে মুক্তিযুদ্ধের সঠিক ইতিহাস জানাতে জাদুঘর পরিদর্শনের আহ্বান জানান। পুলিশের মহাপরিদর্শক, স্বরাষ্ট্রমন্ত্রীসহ ঊর্ধ্বতন কর্মকর্তারা এ সময় উপস্থিত ছিলেন। জাদুঘরে মুক্তিযুদ্ধে শহীদ পুলিশ সদস্যদের নামের তালিকা এবং তাদের জীবনী সম্বলিত একটি গ্যালারি রয়েছে। সাধারণ দর্শনার্থীদের জন্য সপ্তাহে ছয় দিন জাদুঘরটি খোলা থাকবে।	[828, 305, 1303, 470]
ad-text: খাদ্য ও পানীয় প্রস্তুতকারী প্রতিষ্ঠানে বিক্রয় প্রতিনিধি, সুপারভাইজার ও অফিস সহকারী পদে লোক নেয়া হবে। এসএসসি/এইচএসসি পাস। ০১৭৭১৮৬৫৬৫৫	[61, 378, 243, 458]
ad-text: মোবাইল সার্ভিসিং সেন্টারে 3G নেটওয়ার্ক টেকনিশিয়ান ও সেলস এক্সিকিউটিভ আবশ্যক। ০১৭৫৯০৫০১১৩	[259, 345, 433, 408]
news-column-a	[637, 103, 812, 2355]
ad-lead: ঔষধ প্রতিনিধি আবশ্যক :	[61, 1482, 199, 1496]
ad-lead: জরুরি নিয়োগ :	[61, 271, 138, 285]
ad-text: নিউমার্কেট এলাকায় ১৪ বর্গফুটের দোকান বিক্রয় হবে। ০১৭১৫২০৯৪৯০৬	[449, 1175, 621, 1222]
classified-ad	[449, 1024, 621, 1097]
ad-lead: হাসপাতালের মালামাল বিক্রয় :	[259, 1609, 433, 1623]
article-headline: গাজীপুরের কালীগঞ্জে	[679, 532, 770, 583]
ad-code: সি: ২০০১/৭	[378, 1292, 433, 1304]
ad-text: মাদারীপুর জেলা সদরে রাস্তার পাশে ১৪ শতাংশ জমি বিক্রয় হবে। ০১৭৬৭৩২০০৩৮	[259, 1080, 433, 1127]
ad-text: SSC/HSC/Degree/Hon's/Masters/MBA/Engineering সার্টিফিকেট। Dr.Sohel ০১৯১৫৩২০০২৫	[449, 1624, 751, 1670]
classified-ad	[449, 674, 621, 747]
ad-code: সি: ২০০১/৭	[188, 460, 243, 473]
ad-text: জরুরি ভিত্তিতে মহিলা হাউজকিপার প্রয়োজন। থাকা-খাওয়া ফ্রি। ০১৭৩৩১৮৯৩৩৬	[61, 1589, 243, 1636]
classified-ad	[449, 1097, 621, 1170]
ad-lead: প্লট বিক্রয় :	[449, 222, 522, 236]
article-body: (শেষের পৃষ্ঠার পর) সিটি কর্পোরেশন (ডিএনসিসি) এর প্রধান নির্বাহী কর্মকর্তা ঘটনাস্থল পরিদর্শন করেন। আগুনে কারখানার কাঁচামাল, মেশিনারিজ ও তৈরি পোশাক পুড়ে যায়। ক্ষতির পরিমাণ এখনো নির্ধারণ করা যায়নি। ফায়ার সার্ভিসের ১০টি ইউনিট প্রায় দুই ঘণ্টার চেষ্টায় আগুন নিয়ন্ত্রণে আনে। কারখানা কর্তৃপক্ষ জানায়, সকালে শ্রমিকরা কাজে যোগ দেওয়ার আগেই আগুন লাগায় কোনো হতাহতের ঘটনা ঘটেনি। আগুনের সূত্রপাত কীভাবে হয়েছে তা তদন্তে একটি কমিটি গঠন করা হয়েছে। ঘটনাস্থলে উৎসুক জনতার ভিড় দেখা যায়।	[828, 139, 1303, 248]
ad-lead: জরুরি নিয়োগ :	[259, 434, 342, 448]
ad-lead: আবশ্যক :	[61, 803, 137, 817]
ad-text: ঢাকা ধানমন্ডিতে অফিস/দোকানের জন্য ১৫০০ বর্গফুট স্পেস ভাড়া হবে। ০১৭৮৯১৪৬১২৩	[259, 1316, 433, 1363]
ad-text: মিরপুর-১২ বিরাসতী এর নিকট রাজউকের অনুমোদিত প্লটে ৩ কাঠা জমি বিক্রয় হবে। দালাল ছাড়া যোগাযোগ: ০১৭৪৪৮২৩১৩১	[259, 680, 433, 743]
section-name: খবর	[141, 23, 223, 75]
